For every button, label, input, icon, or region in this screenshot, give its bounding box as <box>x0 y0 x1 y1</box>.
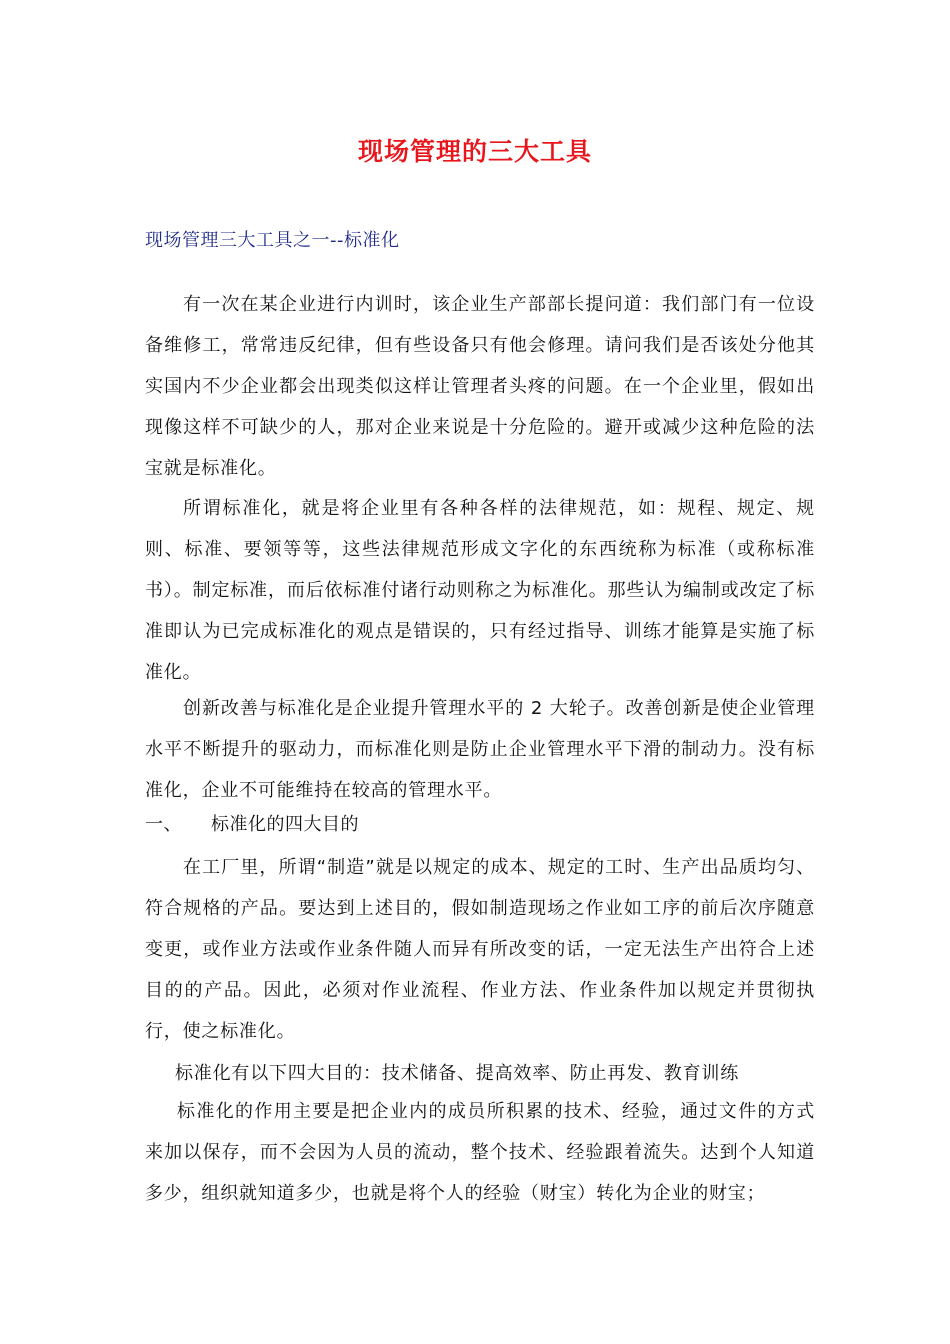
document-title: 现场管理的三大工具 <box>357 137 592 166</box>
paragraph-role: 标准化的作用主要是把企业内的成员所积累的技术、经验，通过文件的方式来加以保存，而不会因为人员的流动，整个技术、经验跟着流失。达到个人知道多少，组织就知道多少，也就是将个人的经验（财宝）转化为企业的财宝； <box>145 1101 815 1204</box>
paragraph-manufacturing: 在工厂里，所谓“制造”就是以规定的成本、规定的工时、生产出品质均匀、符合规格的产品。要达到上述目的，假如制造现场之作业如工序的前后次序随意变更，或作业方法或作业条件随人而异有所改变的话，一定无法生产出符合上述目的的产品。因此，必须对作业流程、作业方法、作业条件加以规定并贯彻执行，使之标准化。 <box>145 857 815 1042</box>
paragraph-intro: 有一次在某企业进行内训时，该企业生产部部长提问道：我们部门有一位设备维修工，常常违反纪律，但有些设备只有他会修理。请问我们是否该处分他其实国内不少企业都会出现类似这样让管理者头疼的问题。在一个企业里，假如出现像这样不可缺少的人，那对企业来说是十分危险的。避开或减少这种危险的法宝就是标准化。 <box>145 294 815 479</box>
paragraph-definition: 所谓标准化，就是将企业里有各种各样的法律规范，如：规程、规定、规则、标准、要领等等，这些法律规范形成文字化的东西统称为标准（或称标准书）。制定标准，而后依标准付诸行动则称之为标准化。那些认为编制或改定了标准即认为已完成标准化的观点是错误的，只有经过指导、训练才能算是实施了标准化。 <box>145 498 815 683</box>
paragraph-four-purposes: 标准化有以下四大目的：技术储备、提高效率、防止再发、教育训练 <box>175 1063 739 1084</box>
section-heading-text: 标准化的四大目的 <box>211 814 359 835</box>
section-number: 一、 <box>145 814 182 835</box>
section-heading <box>145 810 359 840</box>
paragraph-innovation: 创新改善与标准化是企业提升管理水平的 2 大轮子。改善创新是使企业管理水平不断提升的驱动力，而标准化则是防止企业管理水平下滑的制动力。没有标准化，企业不可能维持在较高的管理水平。 <box>145 698 815 801</box>
section-subtitle: 现场管理三大工具之一--标准化 <box>145 230 400 251</box>
